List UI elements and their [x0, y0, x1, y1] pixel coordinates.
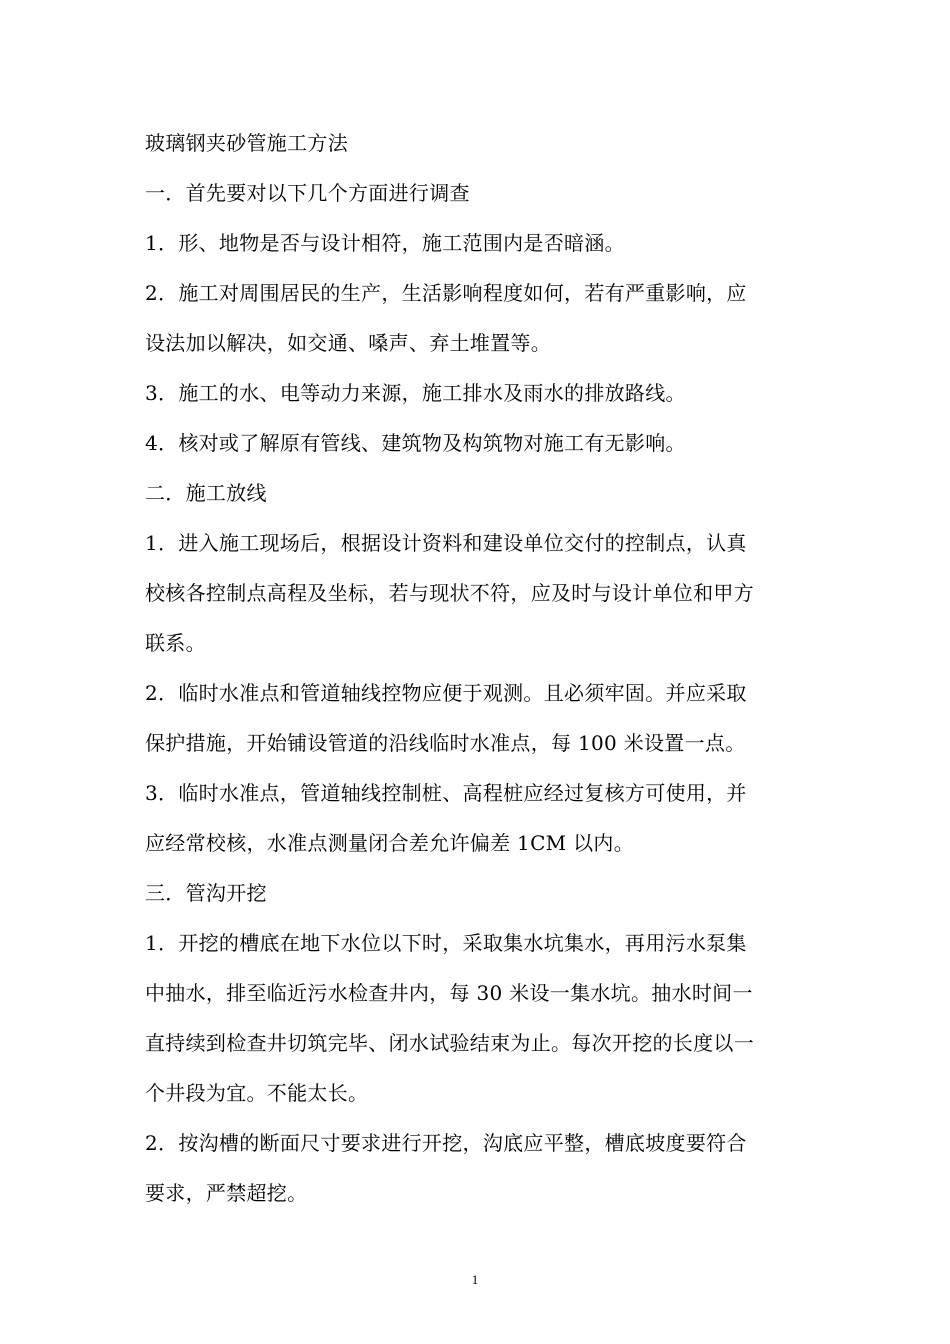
paragraph-line: 1．开挖的槽底在地下水位以下时，采取集水坑集水，再用污水泵集 — [145, 931, 747, 955]
paragraph-line: 4．核对或了解原有管线、建筑物及构筑物对施工有无影响。 — [145, 431, 686, 455]
paragraph-line: 要求，严禁超挖。 — [145, 1181, 308, 1205]
paragraph-line: 1．进入施工现场后，根据设计资料和建设单位交付的控制点，认真 — [145, 531, 747, 555]
document-title: 玻璃钢夹砂管施工方法 — [145, 131, 348, 155]
paragraph-line: 校核各控制点高程及坐标，若与现状不符，应及时与设计单位和甲方 — [145, 581, 754, 605]
section-heading-2: 二．施工放线 — [145, 481, 267, 505]
paragraph-line: 2．按沟槽的断面尺寸要求进行开挖，沟底应平整，槽底坡度要符合 — [145, 1131, 747, 1155]
paragraph-line: 1．形、地物是否与设计相符，施工范围内是否暗涵。 — [145, 231, 625, 255]
section-heading-3: 三．管沟开挖 — [145, 881, 267, 905]
paragraph-line: 直持续到检查井切筑完毕、闭水试验结束为止。每次开挖的长度以一 — [145, 1031, 754, 1055]
paragraph-line: 2．临时水准点和管道轴线控物应便于观测。且必须牢固。并应采取 — [145, 681, 747, 705]
section-heading-1: 一．首先要对以下几个方面进行调查 — [145, 181, 470, 205]
paragraph-line: 应经常校核，水准点测量闭合差允许偏差 1CM 以内。 — [145, 831, 635, 855]
paragraph-line: 设法加以解决，如交通、嗓声、弃土堆置等。 — [145, 331, 551, 355]
paragraph-line: 3．施工的水、电等动力来源，施工排水及雨水的排放路线。 — [145, 381, 686, 405]
paragraph-line: 个井段为宜。不能太长。 — [145, 1081, 369, 1105]
paragraph-line: 中抽水，排至临近污水检查井内，每 30 米设一集水坑。抽水时间一 — [145, 981, 753, 1005]
page-number: 1 — [471, 1272, 479, 1287]
paragraph-line: 保护措施，开始铺设管道的沿线临时水准点，每 100 米设置一点。 — [145, 731, 746, 755]
paragraph-line: 3．临时水准点，管道轴线控制桩、高程桩应经过复核方可使用，并 — [145, 781, 747, 805]
paragraph-line: 联系。 — [145, 631, 206, 655]
document-body — [145, 118, 815, 1218]
paragraph-line: 2．施工对周围居民的生产，生活影响程度如何，若有严重影响，应 — [145, 281, 747, 305]
